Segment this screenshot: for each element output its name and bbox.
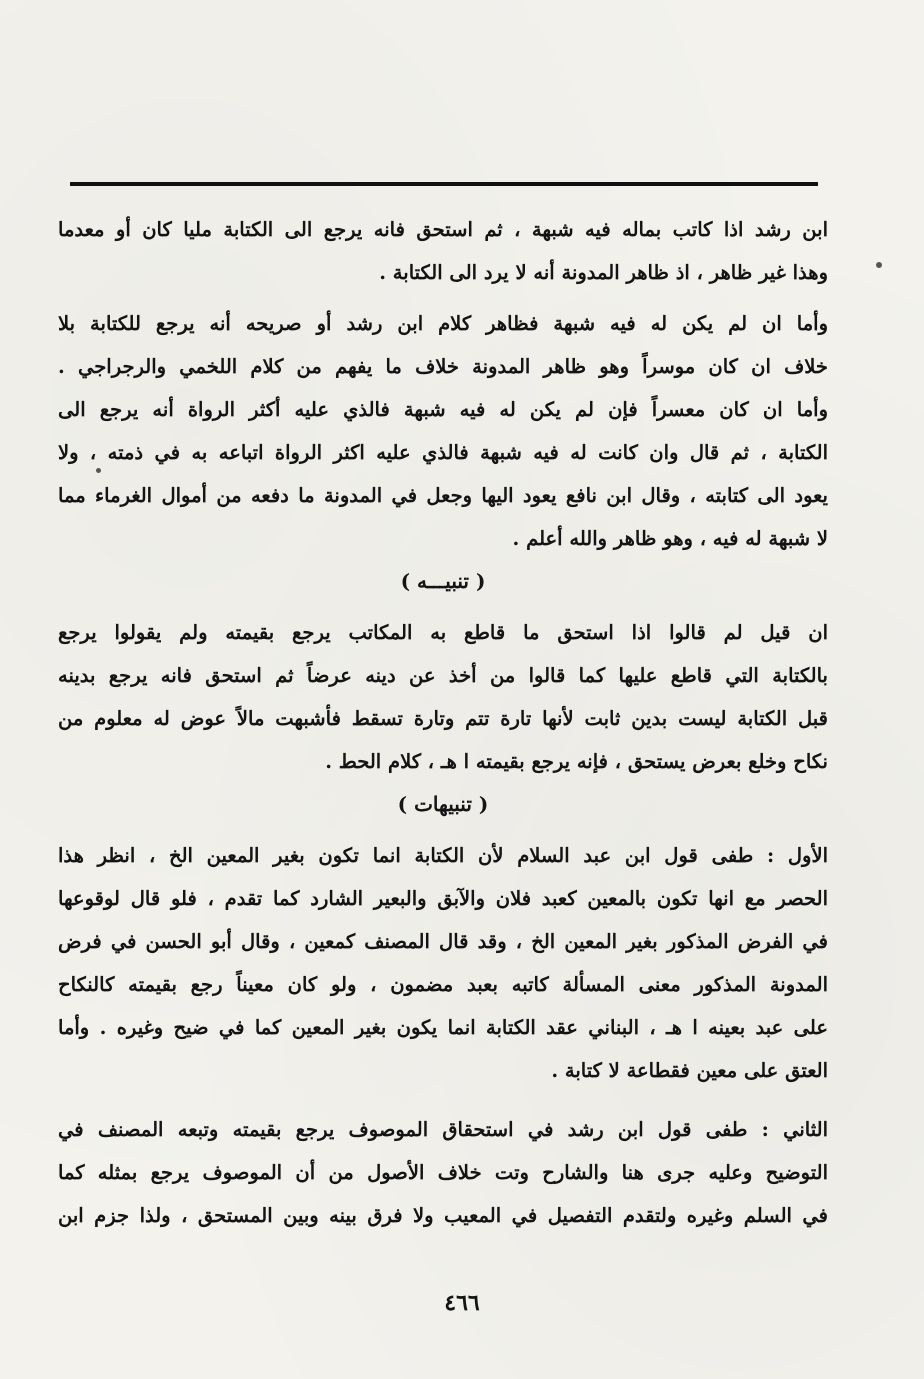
text-line: ان قيل لم قالوا اذا استحق ما قاطع به المكاتب يرجع بقيمته ولم يقولوا يرجع (58, 621, 828, 644)
text-line: يعود الى كتابته ، وقال ابن نافع يعود اليها وجعل في المدونة ما دفعه من أموال الغرماء مما (58, 484, 828, 507)
text-line: نكاح وخلع بعرض يستحق ، فإنه يرجع بقيمته ا هـ ، كلام الحط . (325, 750, 828, 773)
body-text (58, 208, 828, 1237)
text-line: قبل الكتابة ليست بدين ثابت لأنها تارة تتم وتارة تسقط فأشبهت مالاً عوض له معلوم من (58, 707, 828, 730)
text-line: لا شبهة له فيه ، وهو ظاهر والله أعلم . (512, 527, 828, 550)
text-line: على عبد بعينه ا هـ ، البناني عقد الكتابة انما يكون بغير المعين كما في ضيح وغيره . وأما (58, 1016, 828, 1039)
header-rule (70, 182, 818, 186)
scan-speck (876, 262, 882, 268)
text-line: وهذا غير ظاهر ، اذ ظاهر المدونة أنه لا يرد الى الكتابة . (379, 261, 828, 284)
text-line: في الفرض المذكور بغير المعين الخ ، وقد قال المصنف كمعين ، وقال أبو الحسن في فرض (58, 930, 828, 953)
text-line: وأما ان لم يكن له فيه شبهة فظاهر كلام ابن رشد أو صريحه أنه يرجع للكتابة بلا (58, 312, 828, 335)
text-line: الأول : طفى قول ابن عبد السلام لأن الكتابة انما تكون بغير المعين الخ ، انظر هذا (58, 844, 828, 867)
text-line: بالكتابة التي قاطع عليها كما قالوا من أخذ عن دينه عرضاً ثم استحق فانه يرجع بدينه (58, 664, 828, 687)
text-line: العتق على معين فقطاعة لا كتابة . (551, 1059, 828, 1082)
text-line: الكتابة ، ثم قال وان كانت له فيه شبهة فالذي عليه اكثر الرواة اتباعه به في ذمته ، ولا (58, 441, 828, 464)
text-line: الثاني : طفى قول ابن رشد في استحقاق الموصوف يرجع بقيمته وتبعه المصنف في (58, 1118, 828, 1141)
text-line: خلاف ان كان موسراً وهو ظاهر المدونة خلاف ما يفهم من كلام اللخمي والرجراجي . (58, 355, 828, 378)
page-number: ٤٦٦ (444, 1290, 480, 1316)
text-line: في السلم وغيره ولتقدم التفصيل في المعيب ولا فرق بينه وبين المستحق ، ولذا جزم ابن (58, 1204, 828, 1227)
section-heading-tanbih: ( تنبيـــه ) (400, 569, 486, 593)
text-line: الحصر مع انها تكون بالمعين كعبد فلان والآبق والبعير الشارد كما تقدم ، فلو قال لوقوعها (58, 887, 828, 910)
text-line: وأما ان كان معسراً فإن لم يكن له فيه شبهة فالذي عليه أكثر الرواة أنه يرجع الى (58, 398, 828, 421)
text-line: المدونة المذكور معنى المسألة كاتبه بعبد مضمون ، ولو كان معيناً رجع بقيمته كالنكاح (58, 973, 828, 996)
text-line: ابن رشد اذا كاتب بماله فيه شبهة ، ثم استحق فانه يرجع الى الكتابة مليا كان أو معدما (58, 218, 828, 241)
text-line: التوضيح وعليه جرى هنا والشارح وتت خلاف الأصول من أن الموصوف يرجع بمثله كما (58, 1161, 828, 1184)
scan-speck (96, 468, 101, 473)
section-heading-tanbihat: ( تنبيهات ) (397, 792, 489, 816)
